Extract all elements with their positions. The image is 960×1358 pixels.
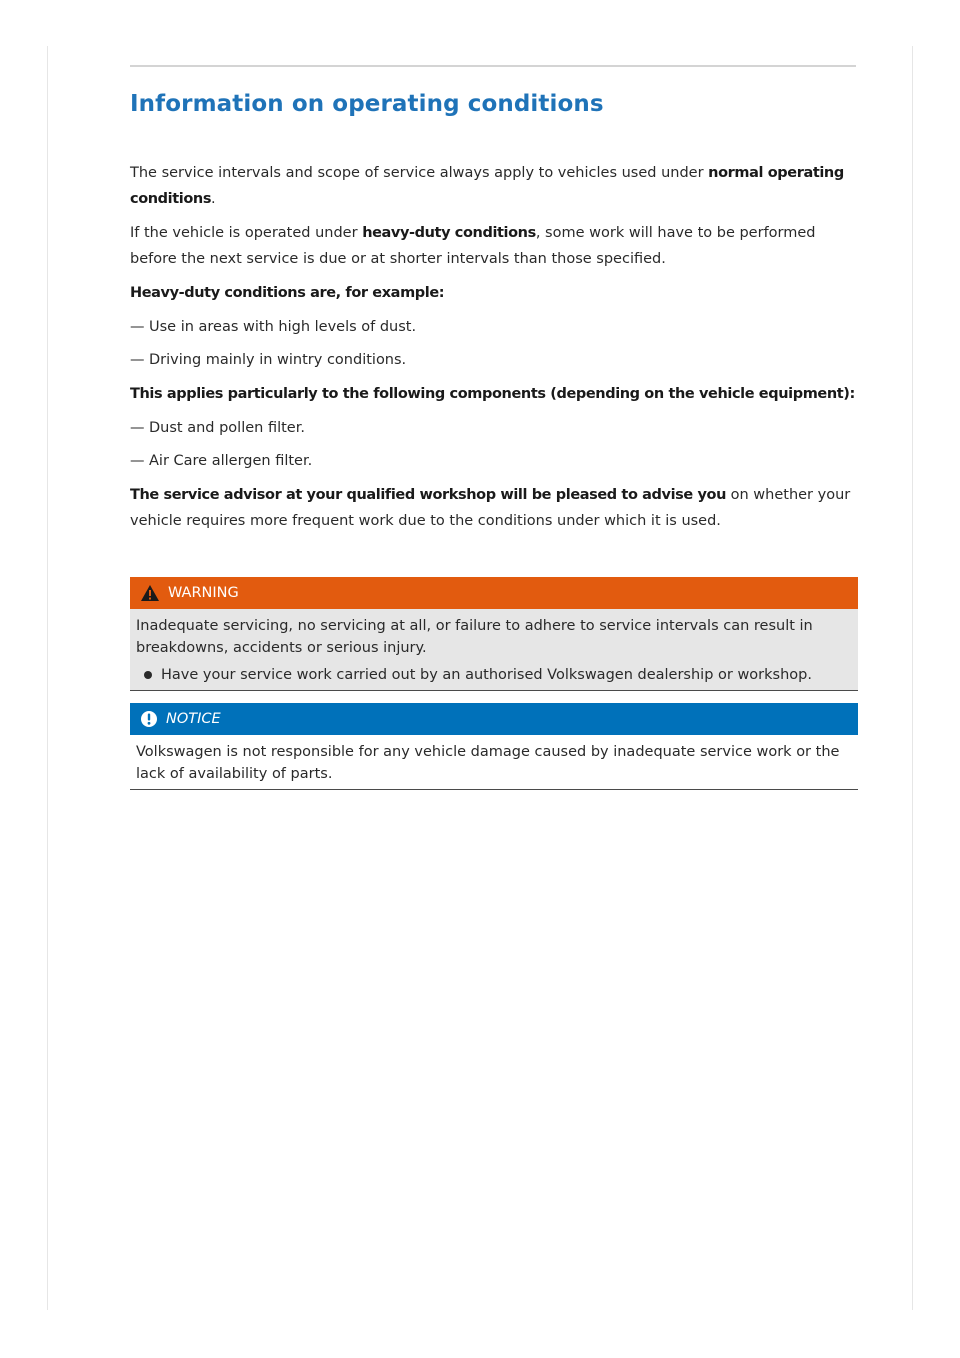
paragraph-advisor	[130, 482, 858, 534]
warning-bullet-item	[136, 664, 852, 686]
dash-mark: —	[130, 420, 145, 436]
heavy-duty-heading: Heavy-duty conditions are, for example:	[130, 285, 445, 301]
page-title: Information on operating conditions	[130, 91, 604, 117]
right-margin-line	[912, 46, 913, 1310]
list-item	[130, 448, 858, 474]
warning-header	[130, 577, 858, 609]
para1-text: The service intervals and scope of service always apply to vehicles used under	[130, 165, 709, 181]
advisor-bold: The service advisor at your qualified workshop will be pleased to advise you	[130, 487, 727, 503]
left-margin-line	[47, 46, 48, 1310]
para1-end: .	[211, 191, 216, 207]
page-content	[130, 160, 858, 542]
header-rule	[130, 65, 856, 67]
notice-header	[130, 703, 858, 735]
warning-label: WARNING	[168, 585, 239, 601]
notice-box	[130, 703, 858, 790]
components-list	[130, 415, 858, 474]
dash-mark: —	[130, 319, 145, 335]
warning-text: Inadequate servicing, no servicing at all, or failure to adhere to service intervals can result in breakdowns, accidents or serious injury.	[136, 618, 813, 656]
para2-end: , some work will have to be performed before the next service is due or at shorter intervals than those specified.	[130, 225, 816, 267]
notice-label: NOTICE	[166, 711, 221, 727]
list-item-text: Driving mainly in wintry conditions.	[149, 352, 407, 368]
list-item	[130, 314, 858, 340]
list-item	[130, 415, 858, 441]
list-item	[130, 347, 858, 373]
dash-mark: —	[130, 352, 145, 368]
heavy-duty-bold: heavy-duty conditions	[362, 225, 536, 241]
para2-start: If the vehicle is operated under	[130, 225, 363, 241]
list-item-text: Air Care allergen filter.	[149, 453, 313, 469]
bullet-dot-icon	[144, 671, 152, 679]
list-item-text: Dust and pollen filter.	[149, 420, 305, 436]
paragraph-normal-conditions	[130, 160, 858, 212]
components-heading: This applies particularly to the following components (depending on the vehicle equipment):	[130, 386, 855, 402]
notice-body	[130, 735, 858, 790]
list-item-text: Use in areas with high levels of dust.	[149, 319, 417, 335]
advisor-end: on whether your vehicle requires more frequent work due to the conditions under which it is used.	[130, 487, 851, 529]
warning-box	[130, 577, 858, 691]
warning-triangle-icon	[140, 584, 160, 602]
notice-text: Volkswagen is not responsible for any vehicle damage caused by inadequate service work or the lack of availability of parts.	[136, 744, 840, 782]
heavy-duty-list	[130, 314, 858, 373]
dash-mark: —	[130, 453, 145, 469]
paragraph-heavy-duty	[130, 220, 858, 272]
normal-conditions-bold: normal operating conditions	[130, 165, 844, 207]
warning-body	[130, 609, 858, 691]
warning-bullet-text: Have your service work carried out by an authorised Volkswagen dealership or workshop.	[161, 667, 812, 683]
exclamation-circle-icon	[140, 710, 158, 728]
